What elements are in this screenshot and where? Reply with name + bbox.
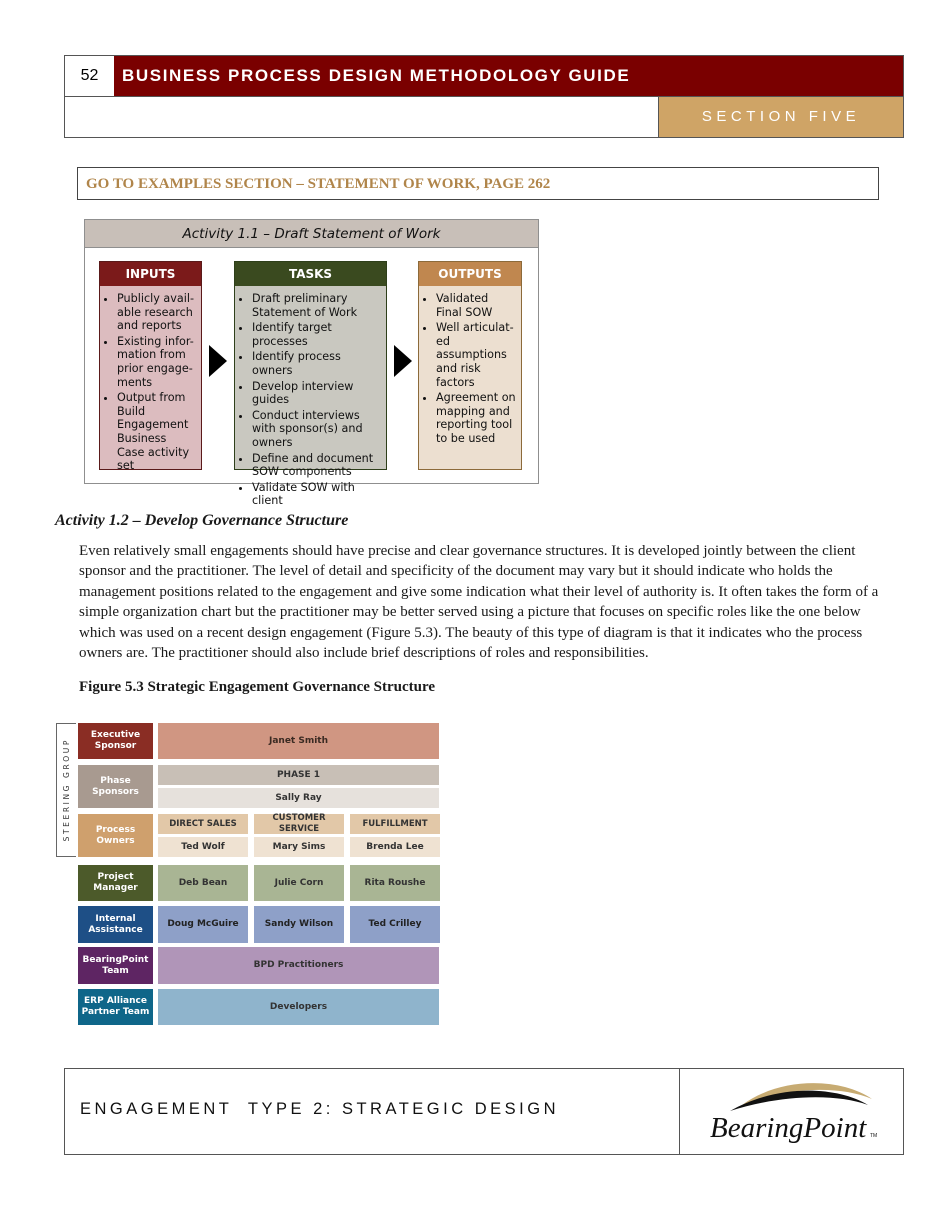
examples-link[interactable]: GO TO EXAMPLES SECTION – STATEMENT OF WORK, PAGE 262	[77, 167, 879, 200]
executive-sponsor-name: Janet Smith	[158, 723, 439, 759]
internal-assistance-name: Sandy Wilson	[254, 906, 344, 943]
process-owner-heading: DIRECT SALES	[158, 814, 248, 834]
task-item: • Validate SOW with client	[252, 481, 382, 508]
task-item: • Identify process owners	[252, 350, 382, 377]
internal-assistance-label: Internal Assistance	[78, 906, 153, 943]
arrow-right-icon	[394, 345, 412, 377]
task-item: • Develop interview guides	[252, 380, 382, 407]
bearingpoint-logo	[700, 1075, 890, 1150]
erp-alliance-value: Developers	[158, 989, 439, 1025]
section-label: SECTION FIVE	[658, 97, 903, 137]
input-item: • Existing infor-mation from prior engage-ments	[117, 335, 197, 389]
task-item: • Draft preliminary Statement of Work	[252, 292, 382, 319]
phase-label: PHASE 1	[158, 765, 439, 785]
phase-sponsors-label: Phase Sponsors	[78, 765, 153, 808]
page-number: 52	[65, 56, 114, 96]
footer-divider	[679, 1069, 680, 1154]
input-item: • Output from Build Engagement Business Case activity set	[117, 391, 197, 473]
logo-wordmark: BearingPoint	[710, 1112, 867, 1144]
bearingpoint-team-value: BPD Practitioners	[158, 947, 439, 984]
outputs-column	[418, 261, 522, 470]
erp-alliance-label: ERP Alliance Partner Team	[78, 989, 153, 1025]
guide-title: BUSINESS PROCESS DESIGN METHODOLOGY GUIDE	[114, 56, 903, 96]
activity-title: Activity 1.1 – Draft Statement of Work	[85, 220, 538, 248]
logo-trademark: TM	[870, 1133, 878, 1139]
process-owners-label: Process Owners	[78, 814, 153, 857]
output-item: • Well articulat-ed assumptions and risk factors	[436, 321, 517, 389]
project-manager-name: Deb Bean	[158, 865, 248, 901]
task-item: • Conduct interviews with sponsor(s) and owners	[252, 409, 382, 450]
task-item: • Define and document SOW components	[252, 452, 382, 479]
inputs-heading: INPUTS	[100, 262, 201, 286]
bearingpoint-team-label: BearingPoint Team	[78, 947, 153, 984]
process-owner-name: Mary Sims	[254, 837, 344, 857]
project-manager-name: Julie Corn	[254, 865, 344, 901]
internal-assistance-name: Ted Crilley	[350, 906, 440, 943]
arrow-right-icon	[209, 345, 227, 377]
inputs-column	[99, 261, 202, 473]
tasks-heading: TASKS	[235, 262, 386, 286]
executive-sponsor-label: Executive Sponsor	[78, 723, 153, 759]
input-item: • Publicly avail-able research and reports	[117, 292, 197, 333]
figure-caption: Figure 5.3 Strategic Engagement Governance Structure	[79, 679, 436, 695]
process-owner-heading: CUSTOMER SERVICE	[254, 814, 344, 834]
process-owner-name: Brenda Lee	[350, 837, 440, 857]
output-item: • Agreement on mapping and reporting tool to be used	[436, 391, 517, 445]
body-paragraph: Even relatively small engagements should have precise and clear governance structures. It is developed jointly between the client sponsor and the practitioner. The level of detail and specificity of the document may vary but it should indicate who holds the management positions related to the engagement and give some indication what their level of authority is. It often takes the form of a simple organization chart but the practitioner may be better served using a picture that focuses on specific roles like the one below which was used on a recent design engagement (Figure 5.3). The beauty of this type of diagram is that it indicates who the process owners are. The practitioner should also include brief descriptions of roles and responsibilities.	[79, 543, 879, 662]
tasks-column	[234, 261, 387, 508]
output-item: • Validated Final SOW	[436, 292, 517, 319]
project-manager-label: Project Manager	[78, 865, 153, 901]
steering-group-label: STEERING GROUP	[61, 738, 71, 842]
phase-sponsor-name: Sally Ray	[158, 788, 439, 808]
footer-engagement-type: ENGAGEMENT TYPE 2: STRATEGIC DESIGN	[80, 1100, 559, 1118]
process-owner-name: Ted Wolf	[158, 837, 248, 857]
task-item: • Identify target processes	[252, 321, 382, 348]
process-owner-heading: FULFILLMENT	[350, 814, 440, 834]
outputs-heading: OUTPUTS	[419, 262, 521, 286]
section-heading: Activity 1.2 – Develop Governance Structure	[55, 512, 349, 529]
internal-assistance-name: Doug McGuire	[158, 906, 248, 943]
logo-swoosh-icon	[700, 1075, 890, 1150]
project-manager-name: Rita Roushe	[350, 865, 440, 901]
